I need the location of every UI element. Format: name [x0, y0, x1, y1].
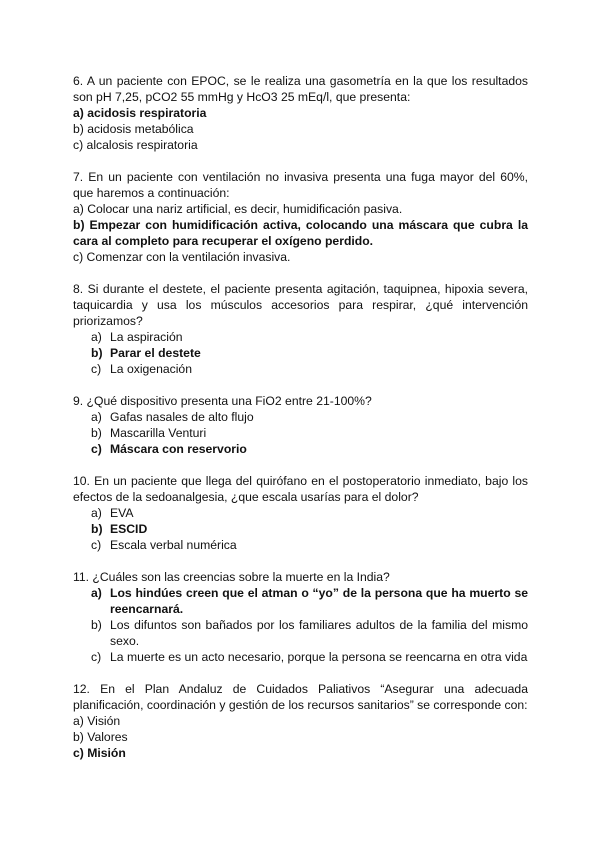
- question-7: [73, 169, 528, 265]
- question-6: [73, 73, 528, 153]
- option-a: a) Colocar una nariz artificial, es decir, humidificación pasiva.: [73, 202, 403, 216]
- question-stem: 10. En un paciente que llega del quirófano en el postoperatorio inmediato, bajo los efectos de la sedoanalgesia, ¿que escala usarías para el dolor?: [73, 474, 528, 504]
- question-9: [73, 393, 528, 457]
- option-text: Máscara con reservorio: [110, 442, 247, 456]
- option-c: [91, 361, 528, 377]
- option-label: a): [91, 330, 102, 344]
- option-text: Gafas nasales de alto flujo: [110, 410, 254, 424]
- option-a-correct: a) acidosis respiratoria: [73, 106, 207, 120]
- option-c: [91, 649, 528, 665]
- question-10: [73, 473, 528, 553]
- option-label: b): [91, 618, 102, 632]
- question-stem: 11. ¿Cuáles son las creencias sobre la muerte en la India?: [73, 570, 390, 584]
- option-text: Los difuntos son bañados por los familiares adultos de la familia del mismo sexo.: [110, 618, 528, 648]
- option-label: a): [91, 506, 102, 520]
- option-label: b): [91, 346, 103, 360]
- question-stem: 6. A un paciente con EPOC, se le realiza una gasometría en la que los resultados son pH 7,25, pCO2 55 mmHg y HcO3 25 mEq/l, que presenta:: [73, 74, 528, 104]
- option-text: ESCID: [110, 522, 148, 536]
- exam-page: [73, 73, 528, 777]
- question-stem: 12. En el Plan Andaluz de Cuidados Paliativos “Asegurar una adecuada planificación, coordinación y gestión de los recursos sanitarios” se corresponde con:: [73, 682, 528, 712]
- question-stem: 9. ¿Qué dispositivo presenta una FiO2 entre 21-100%?: [73, 394, 372, 408]
- option-text: La oxigenación: [110, 362, 192, 376]
- option-label: a): [91, 410, 102, 424]
- option-b: b) Valores: [73, 730, 128, 744]
- option-text: EVA: [110, 506, 134, 520]
- option-label: a): [91, 586, 102, 600]
- option-b: b) acidosis metabólica: [73, 122, 194, 136]
- option-b-correct: [91, 345, 528, 361]
- option-label: b): [91, 426, 102, 440]
- option-c: c) Comenzar con la ventilación invasiva.: [73, 250, 291, 264]
- question-stem: 8. Si durante el destete, el paciente presenta agitación, taquipnea, hipoxia severa, taquicardia y usa los músculos accesorios para respirar, ¿qué intervención priorizamos?: [73, 282, 528, 328]
- option-a: a) Visión: [73, 714, 121, 728]
- question-11: [73, 569, 528, 665]
- option-text: La muerte es un acto necesario, porque la persona se reencarna en otra vida: [110, 650, 528, 664]
- question-stem: 7. En un paciente con ventilación no invasiva presenta una fuga mayor del 60%, que haremos a continuación:: [73, 170, 528, 200]
- option-text: Los hindúes creen que el atman o “yo” de la persona que ha muerto se reencarnará.: [110, 586, 528, 616]
- option-c: [91, 537, 528, 553]
- option-label: c): [91, 650, 102, 664]
- option-label: c): [91, 362, 102, 376]
- option-c: c) alcalosis respiratoria: [73, 138, 198, 152]
- option-text: La aspiración: [110, 330, 183, 344]
- option-label: b): [91, 522, 103, 536]
- question-8: [73, 281, 528, 377]
- option-label: c): [91, 442, 102, 456]
- option-a: [91, 329, 528, 345]
- option-c-correct: c) Misión: [73, 746, 126, 760]
- option-c-correct: [91, 441, 528, 457]
- option-label: c): [91, 538, 102, 552]
- option-b: [91, 617, 528, 649]
- option-b-correct: b) Empezar con humidificación activa, colocando una máscara que cubra la cara al completo para recuperar el oxígeno perdido.: [73, 218, 528, 248]
- option-text: Parar el destete: [110, 346, 201, 360]
- option-b-correct: [91, 521, 528, 537]
- question-12: [73, 681, 528, 761]
- option-text: Escala verbal numérica: [110, 538, 237, 552]
- option-text: Mascarilla Venturi: [110, 426, 207, 440]
- option-a-correct: [91, 585, 528, 617]
- option-b: [91, 425, 528, 441]
- option-a: [91, 505, 528, 521]
- option-a: [91, 409, 528, 425]
